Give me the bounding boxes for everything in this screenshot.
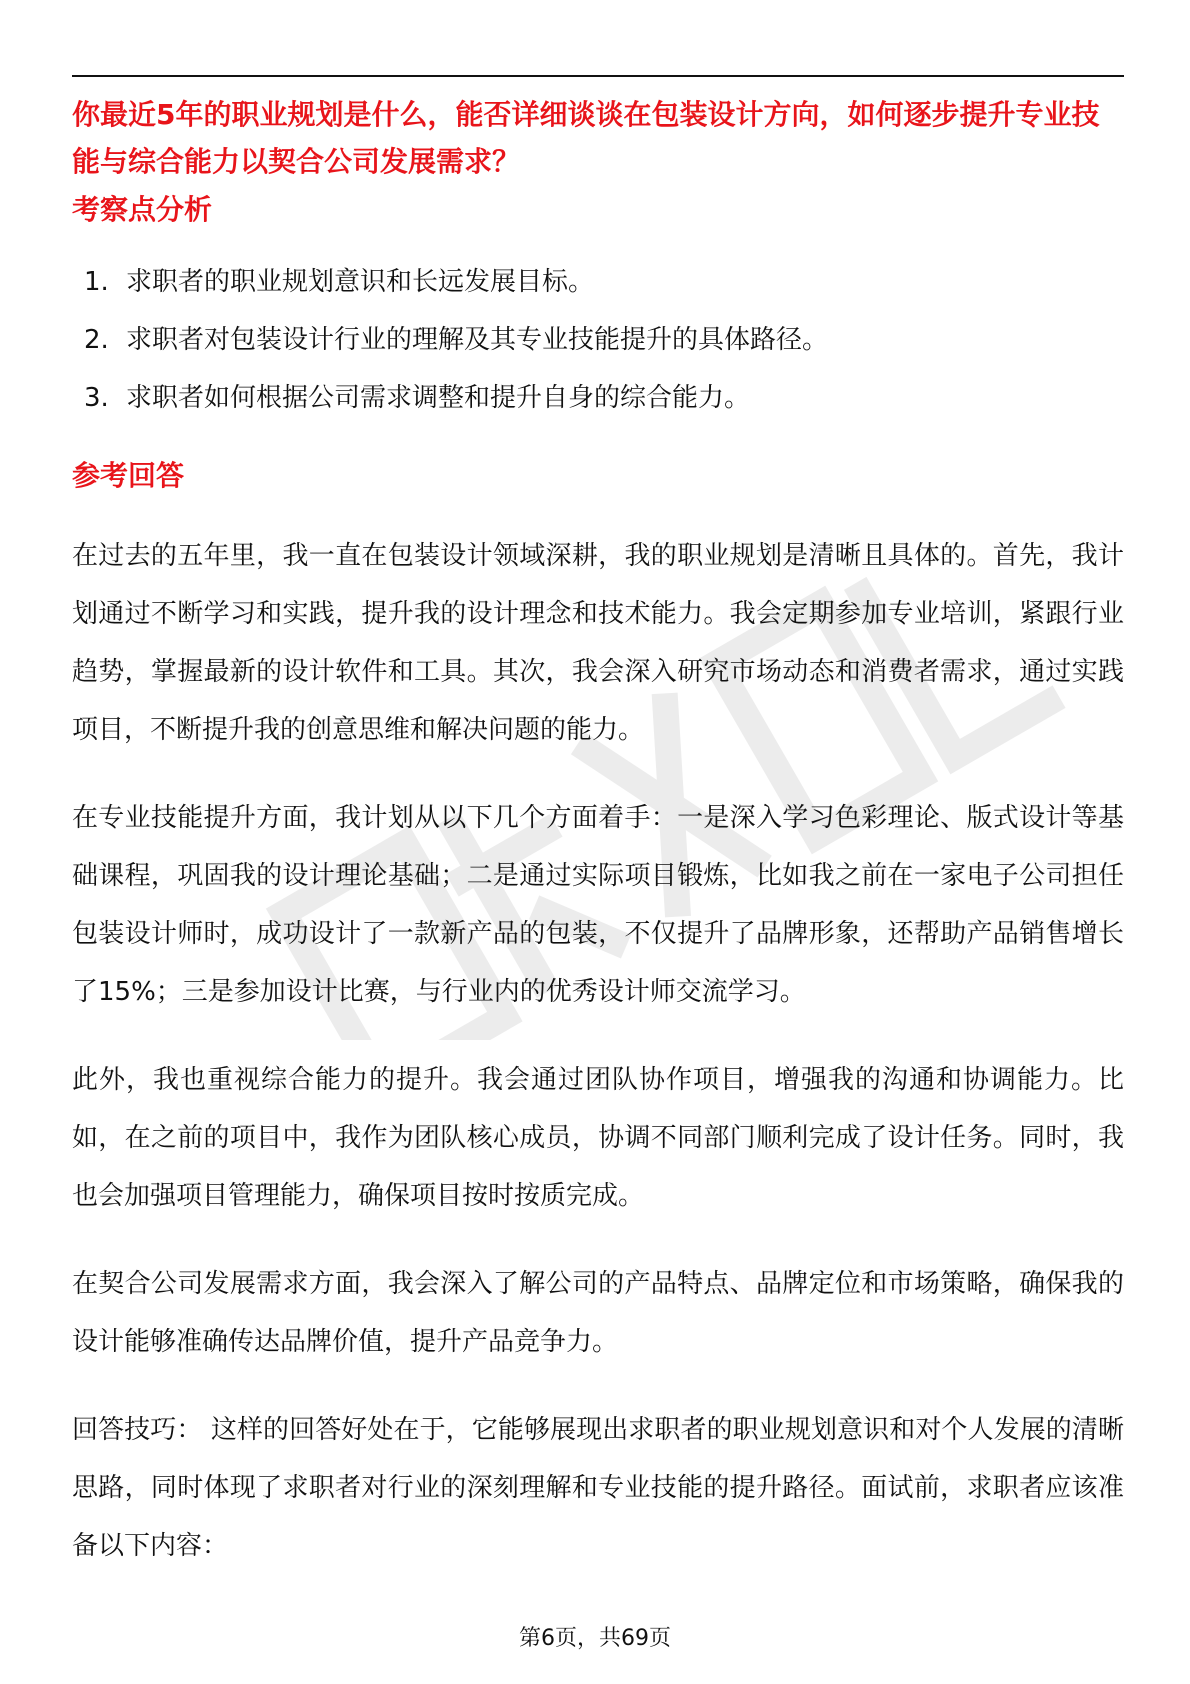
answer-tips-paragraph: 回答技巧： 这样的回答好处在于，它能够展现出求职者的职业规划意识和对个人发展的清晰思路，同时体现了求职者对行业的深刻理解和专业技能的提升路径。面试前，求职者应该准备以下内容： bbox=[72, 1415, 1124, 1561]
list-item-number: 1. bbox=[84, 267, 109, 297]
answer-heading: 参考回答 bbox=[72, 459, 185, 492]
analysis-heading: 考察点分析 bbox=[72, 193, 213, 226]
question-title: 你最近5年的职业规划是什么，能否详细谈谈在包装设计方向，如何逐步提升专业技能与综合能力以契合公司发展需求？ bbox=[72, 98, 1100, 178]
list-item bbox=[72, 320, 1124, 378]
answer-paragraph: 在专业技能提升方面，我计划从以下几个方面着手：一是深入学习色彩理论、版式设计等基础课程，巩固我的设计理论基础；二是通过实际项目锻炼，比如我之前在一家电子公司担任包装设计师时，成功设计了一款新产品的包装，不仅提升了品牌形象，还帮助产品销售增长了15%；三是参加设计比赛，与行业内的优秀设计师交流学习。 bbox=[72, 803, 1124, 1007]
list-item-text: 求职者如何根据公司需求调整和提升自身的综合能力。 bbox=[126, 383, 751, 413]
answer-body bbox=[72, 527, 1124, 1605]
list-item-text: 求职者的职业规划意识和长远发展目标。 bbox=[126, 267, 595, 297]
list-item bbox=[72, 378, 1124, 436]
list-item-number: 2. bbox=[84, 325, 109, 355]
list-item-number: 3. bbox=[84, 383, 109, 413]
answer-paragraph: 此外，我也重视综合能力的提升。我会通过团队协作项目，增强我的沟通和协调能力。比如，在之前的项目中，我作为团队核心成员，协调不同部门顺利完成了设计任务。同时，我也会加强项目管理能力，确保项目按时按质完成。 bbox=[72, 1065, 1124, 1211]
top-rule bbox=[72, 75, 1124, 77]
answer-paragraph: 在契合公司发展需求方面，我会深入了解公司的产品特点、品牌定位和市场策略，确保我的设计能够准确传达品牌价值，提升产品竞争力。 bbox=[72, 1269, 1124, 1357]
analysis-list bbox=[72, 262, 1124, 436]
page-footer: 第6页，共69页 bbox=[519, 1626, 671, 1651]
list-item-text: 求职者对包装设计行业的理解及其专业技能提升的具体路径。 bbox=[126, 325, 829, 355]
list-item bbox=[72, 262, 1124, 320]
answer-paragraph: 在过去的五年里，我一直在包装设计领域深耕，我的职业规划是清晰且具体的。首先，我计划通过不断学习和实践，提升我的设计理念和技术能力。我会定期参加专业培训，紧跟行业趋势，掌握最新的设计软件和工具。其次，我会深入研究市场动态和消费者需求，通过实践项目，不断提升我的创意思维和解决问题的能力。 bbox=[72, 541, 1124, 745]
